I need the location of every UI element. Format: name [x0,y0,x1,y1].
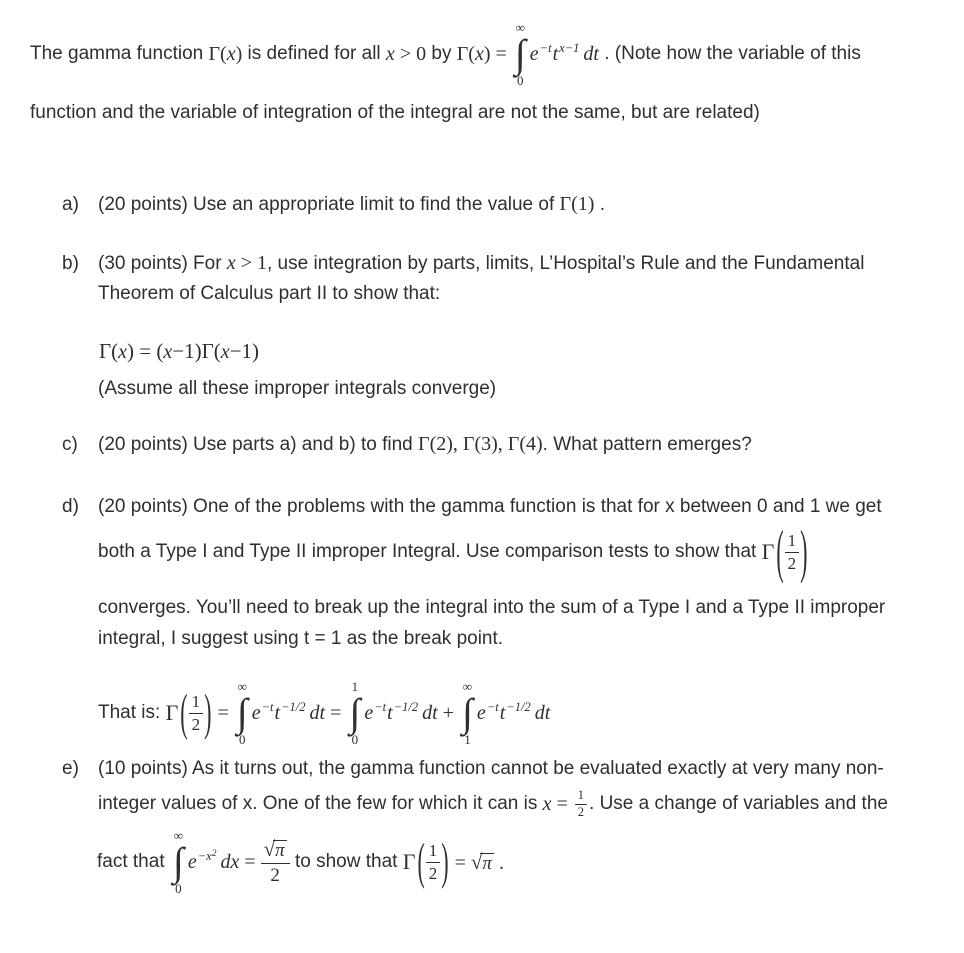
plus-sign: + [437,701,459,724]
math-var-t: t [387,701,393,724]
integral-lower-limit: 0 [238,732,246,747]
math-var-t: t [499,701,506,724]
exponent-minus-t: −t [374,699,387,714]
item-e-line-2 [98,789,888,819]
math-token: −1) [229,339,259,363]
item-d-line-3-text: converges. You’ll need to break up the integral into the sum of a Type I and a Type II improper [98,597,886,618]
integral-0-to-infinity [237,680,248,746]
item-b-line-1 [62,251,864,276]
fraction-numerator: 1 [577,788,585,803]
right-paren: ) [441,832,449,890]
item-d-line-4 [98,627,503,651]
math-var-e: e [476,701,486,724]
integral-upper-limit: 1 [351,679,359,694]
math-var-e: e [187,850,197,873]
exponent-x-minus-1: x−1 [559,40,580,55]
integrand-2 [364,701,437,726]
gamma-of-x [208,42,242,67]
item-e-line-2-text-end: . Use a change of variables and the [589,793,888,815]
gamma-of-1: Γ(1) [559,193,595,215]
math-token: ) [235,42,243,65]
math-var-x: x [542,792,552,815]
radical-icon: √ [470,849,483,874]
right-paren: ) [204,683,212,741]
intro-line-1 [30,10,861,98]
fraction-one-half [426,841,441,882]
radical-icon: √ [263,837,276,862]
integral-upper-limit: ∞ [462,679,473,694]
integral-sign-icon: ∫ [349,690,361,735]
fraction-one-half-small [575,789,587,818]
exponent-minus-t: −t [261,699,274,714]
math-var-x: x [226,252,236,274]
gamma-symbol: Γ [761,539,775,565]
item-e-line-1 [62,757,884,781]
fraction-numerator: 1 [191,692,201,712]
exponent-minus-t: −t [539,40,552,55]
item-c-line [62,432,752,457]
item-c-text-2: . What pattern emerges? [542,434,752,455]
math-token: ) = ( [127,339,164,363]
fraction-denominator: 2 [575,804,587,819]
integral-sign-icon: ∫ [172,839,184,884]
integral-sign-icon: ∫ [236,690,248,735]
intro-text-2: is defined for all [242,43,386,65]
math-var-x: x [118,341,128,363]
item-b-line-2-text: Theorem of Calculus part II to show that: [98,283,441,304]
math-token: −1)Γ( [172,339,221,363]
integral-lower-limit: 1 [464,732,471,747]
math-var-x: x [220,341,230,363]
differential-dt: dt [422,701,438,724]
integrand-1 [252,701,325,726]
item-e-label: e) [62,758,79,779]
pi-symbol: π [482,852,492,874]
integral-lower-limit: 0 [517,73,524,88]
exponent-minus-x-squared [198,849,217,865]
fraction-one-half [189,692,204,733]
math-token: Γ( [99,339,119,363]
left-paren: ( [417,832,425,890]
integral-1-to-infinity [462,680,473,746]
gamma-of-one-half [761,516,809,585]
math-token: Γ( [208,42,227,65]
fact-that-text: fact that [97,851,170,873]
item-a-text: (20 points) Use an appropriate limit to find the value of [98,194,560,215]
math-var-x: x [474,42,484,65]
item-a-label: a) [62,194,79,215]
differential-dt: dt [309,701,326,724]
fraction-numerator: 1 [428,841,438,861]
integrand-e-t-x-minus-1 [530,42,599,67]
equals-sign: = [449,851,471,874]
differential-dt: dt [583,42,599,65]
gamma-symbol: Γ [165,700,179,726]
pi-symbol: π [275,840,285,862]
item-b-label: b) [62,253,79,274]
integrand-3 [477,701,550,726]
fraction-denominator: 2 [426,862,441,883]
item-d-line-4-text: integral, I suggest using t = 1 as the break point. [98,628,504,649]
integral-lower-limit: 0 [351,732,359,747]
left-paren: ( [180,683,188,741]
gamma-symbol: Γ [402,849,416,875]
math-var-t: t [552,42,559,65]
item-c-label: c) [62,434,78,455]
differential-dx: dx [220,850,240,873]
equals-sign: = [551,792,573,815]
equals-sign: = [239,850,261,873]
item-b-line-2 [98,282,440,306]
fraction-denominator: 2 [189,713,204,734]
item-e-line-2-text: integer values of x. One of the few for which it can is [98,793,543,815]
exponent-minus-half: −1/2 [393,699,419,714]
math-var-e: e [529,42,539,65]
integrand-gauss [188,850,240,875]
gamma-2-3-4: Γ(2), Γ(3), Γ(4) [418,433,543,455]
exponent-base: −x [197,848,212,863]
item-d-label: d) [62,496,79,517]
fraction-numerator [261,838,290,863]
left-paren: ( [776,516,784,585]
math-var-e: e [364,701,374,724]
item-b-text-2: , use integration by parts, limits, L’Hospital’s Rule and the Fundamental [267,253,865,274]
assume-note-text: (Assume all these improper integrals converge) [98,378,497,399]
math-var-t: t [274,701,281,724]
item-d-line-3 [98,596,885,620]
assume-note [98,377,496,401]
intro-line-2-text: function and the variable of integration of the integral are not the same, but are related) [30,102,760,123]
item-d-line-2-text: both a Type I and Type II improper Integral. Use comparison tests to show that [98,541,762,563]
item-d-line-2 [98,511,808,593]
item-c-text-1: (20 points) Use parts a) and b) to find [98,434,418,455]
to-show-that-text: to show that [289,851,403,873]
x-greater-than-zero [386,42,426,67]
integral-0-to-infinity [173,829,184,895]
fraction-one-half [785,531,800,572]
integral-sign-icon: ∫ [461,690,473,735]
math-var-x: x [385,42,395,65]
math-var-x: x [163,341,173,363]
fraction-denominator: 2 [785,552,800,573]
math-var-x: x [226,42,236,65]
fact-equation [97,827,504,897]
right-paren: ) [800,516,808,585]
fraction-denominator: 2 [261,863,290,886]
exponent-squared: 2 [211,848,217,859]
that-is-equation [98,676,550,750]
exponent-minus-t: −t [486,699,499,714]
equals-sign: = [212,701,234,724]
period: . [493,851,504,874]
recurrence-formula [99,338,259,365]
equals-sqrt-pi [450,849,504,876]
fraction-sqrt-pi-over-2 [261,838,290,886]
math-token: > 0 [394,42,427,65]
math-token: ) = [483,42,512,65]
greater-than-one: > 1 [235,252,267,274]
integral-sign-icon: ∫ [514,31,526,76]
gamma-of-one-half [165,683,213,741]
exponent-minus-half: −1/2 [506,699,531,714]
item-e-line-1-text: (10 points) As it turns out, the gamma function cannot be evaluated exactly at very many non- [98,758,884,779]
item-a-period: . [594,194,605,215]
intro-text-3: by [426,43,457,65]
item-d-line-1-text: (20 points) One of the problems with the gamma function is that for x between 0 and 1 we get [98,496,882,517]
integral-0-to-1 [349,680,360,746]
item-b-text-1: (30 points) For [98,253,227,274]
fraction-numerator: 1 [787,531,797,551]
item-a-line [62,192,605,217]
that-is-text: That is: [98,702,166,724]
integral-with-limits [515,21,526,87]
math-token: Γ( [456,42,475,65]
exponent-minus-half: −1/2 [281,699,306,714]
equals-sign: = [325,701,347,724]
intro-line-2 [30,101,760,125]
gamma-of-one-half [402,832,450,890]
gamma-of-x-equals [457,42,512,67]
intro-text-1: The gamma function [30,43,209,65]
intro-text-4: . (Note how the variable of this [598,43,861,65]
integral-upper-limit: ∞ [515,20,525,35]
integral-upper-limit: ∞ [173,828,183,843]
math-var-e: e [251,701,261,724]
integral-upper-limit: ∞ [237,679,247,694]
integral-lower-limit: 0 [175,881,182,896]
differential-dt: dt [534,701,551,724]
